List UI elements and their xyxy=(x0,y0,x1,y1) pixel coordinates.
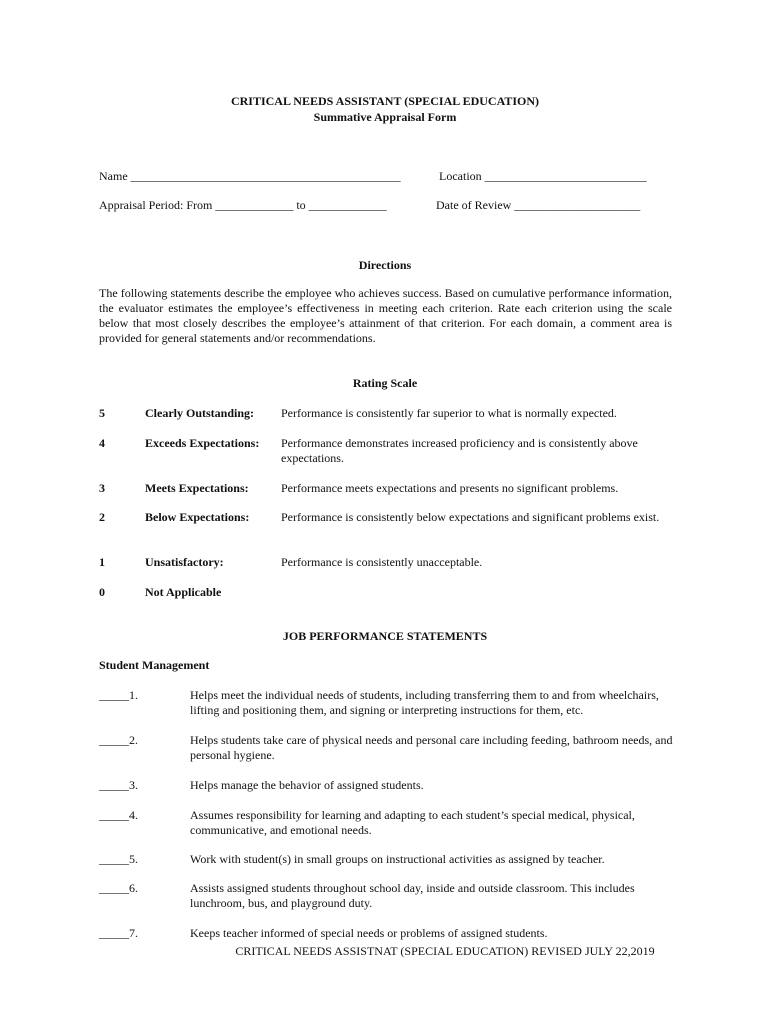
statement-rating-blank[interactable]: _____5. xyxy=(99,852,138,866)
rating-description: Performance is consistently unacceptable. xyxy=(281,555,483,569)
rating-description: Performance meets expectations and presents no significant problems. xyxy=(281,481,619,495)
name-field[interactable]: Name _____________________________________________ xyxy=(99,169,401,183)
statement-text: Keeps teacher informed of special needs or problems of assigned students. xyxy=(190,926,548,940)
statement-text: Assumes responsibility for learning and adapting to each student’s special medical, physical, communicative, and emotional needs. xyxy=(190,808,635,837)
statement-rating-blank[interactable]: _____2. xyxy=(99,733,138,747)
rating-label: Unsatisfactory: xyxy=(145,555,224,569)
statement-rating-blank[interactable]: _____4. xyxy=(99,808,138,822)
statement-text: Helps students take care of physical needs and personal care including feeding, bathroom needs, and personal hygiene. xyxy=(190,733,673,762)
rating-scale-heading: Rating Scale xyxy=(352,376,418,390)
directions-text: The following statements describe the employee who achieves success. Based on cumulative performance information, the evaluator estimates the employee’s effectiveness in meeting each criterion. Rate each criterion using the scale below that most closely describes the employee’s attainment of that criterion. For each domain, a comment area is provided for general statements and/or recommendations. xyxy=(99,286,672,345)
rating-label: Exceeds Expectations: xyxy=(145,436,260,450)
statement-text: Work with student(s) in small groups on instructional activities as assigned by teacher. xyxy=(190,852,605,866)
statement-text: Helps meet the individual needs of students, including transferring them to and from wheelchairs, lifting and positioning them, and signing or interpreting instructions for them, etc. xyxy=(190,688,659,717)
statement-rating-blank[interactable]: _____6. xyxy=(99,881,138,895)
rating-number: 2 xyxy=(99,510,105,524)
rating-number: 5 xyxy=(99,406,105,420)
rating-description: Performance demonstrates increased proficiency and is consistently above expectations. xyxy=(281,436,638,465)
statement-rating-blank[interactable]: _____7. xyxy=(99,926,138,940)
rating-number: 4 xyxy=(99,436,105,450)
statement-rating-blank[interactable]: _____1. xyxy=(99,688,138,702)
rating-number: 3 xyxy=(99,481,105,495)
rating-label: Clearly Outstanding: xyxy=(145,406,255,420)
rating-number: 0 xyxy=(99,585,105,599)
page-footer: CRITICAL NEEDS ASSISTNAT (SPECIAL EDUCATION) REVISED JULY 22,2019 xyxy=(235,944,655,958)
directions-heading: Directions xyxy=(358,258,412,272)
job-performance-heading: JOB PERFORMANCE STATEMENTS xyxy=(282,629,488,643)
location-field[interactable]: Location ___________________________ xyxy=(439,169,647,183)
statement-text: Assists assigned students throughout school day, inside and outside classroom. This includes lunchroom, bus, and playground duty. xyxy=(190,881,635,910)
form-subtitle: Summative Appraisal Form xyxy=(313,110,457,124)
form-title: CRITICAL NEEDS ASSISTANT (SPECIAL EDUCATION) xyxy=(230,94,540,108)
rating-label: Below Expectations: xyxy=(145,510,250,524)
statement-text: Helps manage the behavior of assigned students. xyxy=(190,778,424,792)
rating-description: Performance is consistently below expectations and significant problems exist. xyxy=(281,510,660,524)
date-of-review-field[interactable]: Date of Review _____________________ xyxy=(436,198,641,212)
rating-label: Meets Expectations: xyxy=(145,481,249,495)
rating-label: Not Applicable xyxy=(145,585,222,599)
statement-rating-blank[interactable]: _____3. xyxy=(99,778,138,792)
rating-number: 1 xyxy=(99,555,105,569)
appraisal-period-field[interactable]: Appraisal Period: From _____________ to _____________ xyxy=(99,198,387,212)
rating-description: Performance is consistently far superior to what is normally expected. xyxy=(281,406,617,420)
section-heading-student-management: Student Management xyxy=(99,658,210,672)
